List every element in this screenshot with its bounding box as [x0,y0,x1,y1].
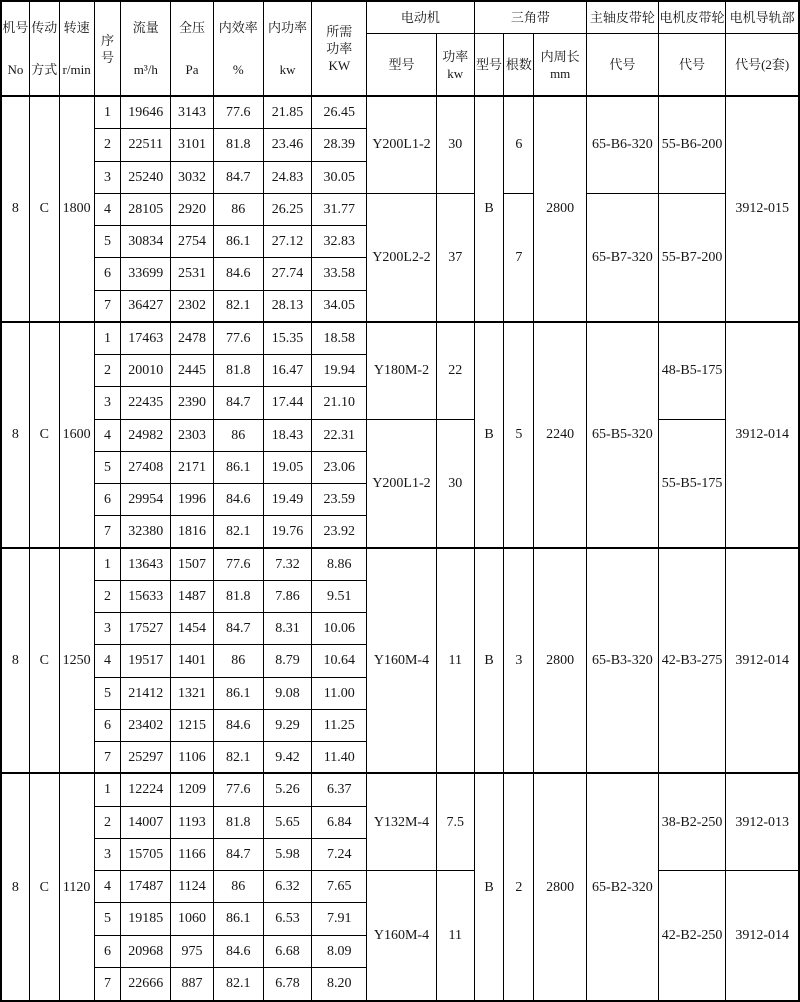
total-pressure-pa: 1193 [171,807,214,839]
motor-pulley: 55-B6-200 [659,97,727,194]
col-header-rail-code [726,34,798,97]
total-pressure-pa: 1321 [171,678,214,710]
motor-power: 37 [437,194,475,323]
required-power-kw: 31.77 [312,194,367,226]
required-power-kw: 19.94 [312,355,367,387]
header-label: 功率 [326,41,353,56]
required-power-kw: 23.06 [312,452,367,484]
motor-power: 30 [437,97,475,194]
shaft-pulley: 65-B2-320 [587,774,659,1000]
flow-m3h: 22511 [121,129,171,161]
internal-power-kw: 6.78 [264,968,313,1000]
motor-power: 7.5 [437,774,475,871]
internal-power-kw: 9.29 [264,710,313,742]
internal-efficiency-pct: 84.7 [214,839,264,871]
seq-no: 3 [95,387,122,419]
total-pressure-pa: 2303 [171,420,214,452]
internal-power-kw: 19.05 [264,452,313,484]
internal-efficiency-pct: 81.8 [214,581,264,613]
internal-efficiency-pct: 86.1 [214,903,264,935]
internal-efficiency-pct: 84.7 [214,613,264,645]
col-header-motor-power [437,34,475,97]
group-header-motor-pulley [659,2,727,34]
required-power-kw: 23.92 [312,516,367,548]
internal-power-kw: 6.53 [264,903,313,935]
internal-power-kw: 8.31 [264,613,313,645]
required-power-kw: 34.05 [312,291,367,323]
drive-mode: C [30,97,60,323]
seq-no: 7 [95,516,122,548]
header-label: 号 [100,49,114,65]
drive-mode: C [30,323,60,549]
flow-m3h: 20968 [121,936,171,968]
header-label: 方式 [31,61,58,77]
internal-power-kw: 5.65 [264,807,313,839]
required-power-kw: 9.51 [312,581,367,613]
required-power-kw: 6.84 [312,807,367,839]
seq-no: 1 [95,774,122,806]
total-pressure-pa: 887 [171,968,214,1000]
total-pressure-pa: 1209 [171,774,214,806]
total-pressure-pa: 1507 [171,549,214,581]
flow-m3h: 21412 [121,678,171,710]
col-header-drive-mode [30,2,60,97]
group-header-shaft-pulley [587,2,659,34]
belt-type: B [475,323,505,549]
header-label: 型号 [388,57,415,72]
motor-pulley: 42-B2-250 [659,871,727,1000]
required-power-kw: 8.09 [312,936,367,968]
flow-m3h: 24982 [121,420,171,452]
flow-m3h: 27408 [121,452,171,484]
col-header-seq-no [95,2,122,97]
flow-m3h: 25240 [121,162,171,194]
required-power-kw: 7.65 [312,871,367,903]
internal-efficiency-pct: 77.6 [214,549,264,581]
shaft-pulley: 65-B3-320 [587,549,659,775]
required-power-kw: 22.31 [312,420,367,452]
required-power-kw: 7.24 [312,839,367,871]
col-header-motor-model [367,34,437,97]
header-label: 内效率 [218,20,258,36]
header-unit: % [232,61,244,77]
seq-no: 5 [95,678,122,710]
flow-m3h: 32380 [121,516,171,548]
col-header-belt-model [475,34,505,97]
rail: 3912-014 [726,323,798,549]
flow-m3h: 15633 [121,581,171,613]
internal-power-kw: 18.43 [264,420,313,452]
internal-power-kw: 16.47 [264,355,313,387]
col-header-belt-length [534,34,587,97]
group-header-v-belt [475,2,587,34]
seq-no: 4 [95,420,122,452]
col-header-motor-pulley-code [659,34,727,97]
header-label: 流量 [132,20,159,36]
required-power-kw: 10.64 [312,645,367,677]
internal-efficiency-pct: 84.7 [214,162,264,194]
internal-power-kw: 23.46 [264,129,313,161]
header-unit: kw [279,61,296,77]
motor-model: Y132M-4 [367,774,437,871]
rail: 3912-013 [726,774,798,871]
flow-m3h: 14007 [121,807,171,839]
required-power-kw: 18.58 [312,323,367,355]
total-pressure-pa: 1996 [171,484,214,516]
flow-m3h: 15705 [121,839,171,871]
machine-no: 8 [2,323,30,549]
internal-power-kw: 27.74 [264,258,313,290]
internal-power-kw: 8.79 [264,645,313,677]
flow-m3h: 19517 [121,645,171,677]
internal-power-kw: 21.85 [264,97,313,129]
belt-length: 2240 [534,323,587,549]
seq-no: 5 [95,903,122,935]
header-unit: mm [550,65,571,81]
rail: 3912-015 [726,97,798,323]
col-header-required-power [312,2,367,97]
internal-efficiency-pct: 82.1 [214,291,264,323]
header-label: 全压 [179,20,206,36]
internal-power-kw: 9.08 [264,678,313,710]
flow-m3h: 17463 [121,323,171,355]
flow-m3h: 30834 [121,226,171,258]
seq-no: 2 [95,355,122,387]
total-pressure-pa: 1124 [171,871,214,903]
total-pressure-pa: 2478 [171,323,214,355]
seq-no: 2 [95,807,122,839]
header-label: 代号(2套) [735,57,790,72]
internal-power-kw: 5.98 [264,839,313,871]
header-label: 内周长 [540,48,580,64]
header-label: 三角带 [510,10,550,25]
internal-efficiency-pct: 86 [214,420,264,452]
group-header-motor [367,2,474,34]
internal-efficiency-pct: 82.1 [214,516,264,548]
internal-efficiency-pct: 81.8 [214,129,264,161]
motor-model: Y180M-2 [367,323,437,420]
motor-power: 30 [437,420,475,549]
internal-efficiency-pct: 84.6 [214,258,264,290]
flow-m3h: 17527 [121,613,171,645]
total-pressure-pa: 1454 [171,613,214,645]
motor-model: Y200L1-2 [367,420,437,549]
internal-efficiency-pct: 77.6 [214,774,264,806]
belt-count: 7 [504,194,534,323]
header-label: 功率 [442,48,469,64]
flow-m3h: 28105 [121,194,171,226]
internal-power-kw: 6.68 [264,936,313,968]
flow-m3h: 19185 [121,903,171,935]
header-label: 内功率 [268,20,308,36]
header-unit: kw [447,65,464,81]
seq-no: 6 [95,258,122,290]
required-power-kw: 30.05 [312,162,367,194]
required-power-kw: 11.40 [312,742,367,774]
total-pressure-pa: 2390 [171,387,214,419]
belt-type: B [475,549,505,775]
motor-model: Y160M-4 [367,549,437,775]
shaft-pulley: 65-B7-320 [587,194,659,323]
seq-no: 6 [95,484,122,516]
total-pressure-pa: 2920 [171,194,214,226]
total-pressure-pa: 1060 [171,903,214,935]
total-pressure-pa: 2531 [171,258,214,290]
required-power-kw: 8.86 [312,549,367,581]
group-header-motor-rail [726,2,798,34]
drive-mode: C [30,549,60,775]
header-label: 序 [100,32,114,48]
total-pressure-pa: 2171 [171,452,214,484]
header-label: 代号 [609,57,636,72]
flow-m3h: 12224 [121,774,171,806]
required-power-kw: 11.00 [312,678,367,710]
flow-m3h: 23402 [121,710,171,742]
internal-power-kw: 7.86 [264,581,313,613]
motor-model: Y200L2-2 [367,194,437,323]
total-pressure-pa: 975 [171,936,214,968]
internal-efficiency-pct: 84.6 [214,710,264,742]
total-pressure-pa: 1816 [171,516,214,548]
header-label: 主轴皮带轮 [589,10,655,25]
motor-pulley: 38-B2-250 [659,774,727,871]
internal-power-kw: 28.13 [264,291,313,323]
internal-power-kw: 24.83 [264,162,313,194]
required-power-kw: 11.25 [312,710,367,742]
header-unit: KW [328,58,351,73]
header-unit: Pa [185,61,199,77]
seq-no: 6 [95,710,122,742]
internal-power-kw: 15.35 [264,323,313,355]
internal-power-kw: 19.49 [264,484,313,516]
motor-pulley: 48-B5-175 [659,323,727,420]
header-label: 机号 [2,20,29,36]
speed-rpm: 1600 [60,323,95,549]
header-unit: No [7,61,24,77]
total-pressure-pa: 2445 [171,355,214,387]
flow-m3h: 22666 [121,968,171,1000]
col-header-shaft-pulley-code [587,34,659,97]
rail: 3912-014 [726,549,798,775]
seq-no: 1 [95,549,122,581]
motor-model: Y200L1-2 [367,97,437,194]
col-header-belt-count [504,34,534,97]
required-power-kw: 26.45 [312,97,367,129]
flow-m3h: 20010 [121,355,171,387]
internal-efficiency-pct: 77.6 [214,97,264,129]
seq-no: 7 [95,968,122,1000]
header-label: 所需 [326,24,353,39]
motor-power: 11 [437,871,475,1000]
motor-model: Y160M-4 [367,871,437,1000]
flow-m3h: 13643 [121,549,171,581]
flow-m3h: 17487 [121,871,171,903]
belt-length: 2800 [534,97,587,323]
header-label: 电机皮带轮 [659,10,725,25]
belt-count: 6 [504,97,534,194]
motor-power: 22 [437,323,475,420]
internal-power-kw: 19.76 [264,516,313,548]
header-label: 代号 [679,57,706,72]
total-pressure-pa: 2302 [171,291,214,323]
belt-count: 2 [504,774,534,1000]
belt-count: 3 [504,549,534,775]
machine-no: 8 [2,774,30,1000]
col-header-machine-no [2,2,30,97]
internal-efficiency-pct: 86 [214,194,264,226]
internal-power-kw: 9.42 [264,742,313,774]
speed-rpm: 1120 [60,774,95,1000]
internal-power-kw: 27.12 [264,226,313,258]
internal-power-kw: 7.32 [264,549,313,581]
seq-no: 1 [95,97,122,129]
header-unit: r/min [62,61,91,77]
internal-efficiency-pct: 86.1 [214,678,264,710]
internal-efficiency-pct: 77.6 [214,323,264,355]
shaft-pulley: 65-B6-320 [587,97,659,194]
internal-efficiency-pct: 82.1 [214,968,264,1000]
required-power-kw: 21.10 [312,387,367,419]
header-label: 根数 [505,57,532,72]
internal-power-kw: 17.44 [264,387,313,419]
total-pressure-pa: 1166 [171,839,214,871]
seq-no: 4 [95,871,122,903]
required-power-kw: 28.39 [312,129,367,161]
internal-efficiency-pct: 82.1 [214,742,264,774]
seq-no: 3 [95,162,122,194]
seq-no: 5 [95,452,122,484]
required-power-kw: 6.37 [312,774,367,806]
header-label: 传动 [31,20,58,36]
col-header-internal-efficiency [214,2,264,97]
flow-m3h: 25297 [121,742,171,774]
flow-m3h: 33699 [121,258,171,290]
header-label: 电动机 [400,10,440,25]
belt-length: 2800 [534,774,587,1000]
header-unit: m³/h [133,61,158,77]
total-pressure-pa: 2754 [171,226,214,258]
flow-m3h: 22435 [121,387,171,419]
header-label: 转速 [63,20,90,36]
col-header-total-pressure [171,2,214,97]
internal-efficiency-pct: 86.1 [214,226,264,258]
seq-no: 3 [95,839,122,871]
internal-power-kw: 6.32 [264,871,313,903]
flow-m3h: 29954 [121,484,171,516]
col-header-internal-power [264,2,313,97]
seq-no: 3 [95,613,122,645]
machine-no: 8 [2,549,30,775]
rail: 3912-014 [735,928,790,943]
shaft-pulley: 65-B5-320 [587,323,659,549]
internal-efficiency-pct: 81.8 [214,355,264,387]
flow-m3h: 36427 [121,291,171,323]
motor-pulley: 55-B7-200 [659,194,727,323]
seq-no: 7 [95,291,122,323]
total-pressure-pa: 3143 [171,97,214,129]
seq-no: 7 [95,742,122,774]
speed-rpm: 1250 [60,549,95,775]
required-power-kw: 10.06 [312,613,367,645]
total-pressure-pa: 3032 [171,162,214,194]
header-label: 电机导轨部 [729,10,795,25]
seq-no: 1 [95,323,122,355]
total-pressure-pa: 1215 [171,710,214,742]
internal-efficiency-pct: 86 [214,645,264,677]
internal-efficiency-pct: 81.8 [214,807,264,839]
header-label: 型号 [476,57,503,72]
total-pressure-pa: 1487 [171,581,214,613]
internal-efficiency-pct: 84.6 [214,936,264,968]
required-power-kw: 23.59 [312,484,367,516]
internal-efficiency-pct: 86 [214,871,264,903]
seq-no: 4 [95,645,122,677]
col-header-flow [121,2,171,97]
total-pressure-pa: 1401 [171,645,214,677]
machine-no: 8 [2,97,30,323]
belt-type: B [475,97,505,323]
seq-no: 2 [95,581,122,613]
seq-no: 4 [95,194,122,226]
col-header-speed [60,2,95,97]
seq-no: 2 [95,129,122,161]
required-power-kw: 8.20 [312,968,367,1000]
motor-pulley: 55-B5-175 [659,420,727,549]
motor-power: 11 [437,549,475,775]
internal-efficiency-pct: 84.7 [214,387,264,419]
internal-efficiency-pct: 86.1 [214,452,264,484]
total-pressure-pa: 3101 [171,129,214,161]
internal-efficiency-pct: 84.6 [214,484,264,516]
required-power-kw: 33.58 [312,258,367,290]
speed-rpm: 1800 [60,97,95,323]
drive-mode: C [30,774,60,1000]
internal-power-kw: 5.26 [264,774,313,806]
required-power-kw: 32.83 [312,226,367,258]
required-power-kw: 7.91 [312,903,367,935]
total-pressure-pa: 1106 [171,742,214,774]
motor-pulley: 42-B3-275 [659,549,727,775]
belt-count: 5 [504,323,534,549]
belt-length: 2800 [534,549,587,775]
flow-m3h: 19646 [121,97,171,129]
internal-power-kw: 26.25 [264,194,313,226]
belt-type: B [475,774,505,1000]
seq-no: 5 [95,226,122,258]
seq-no: 6 [95,936,122,968]
